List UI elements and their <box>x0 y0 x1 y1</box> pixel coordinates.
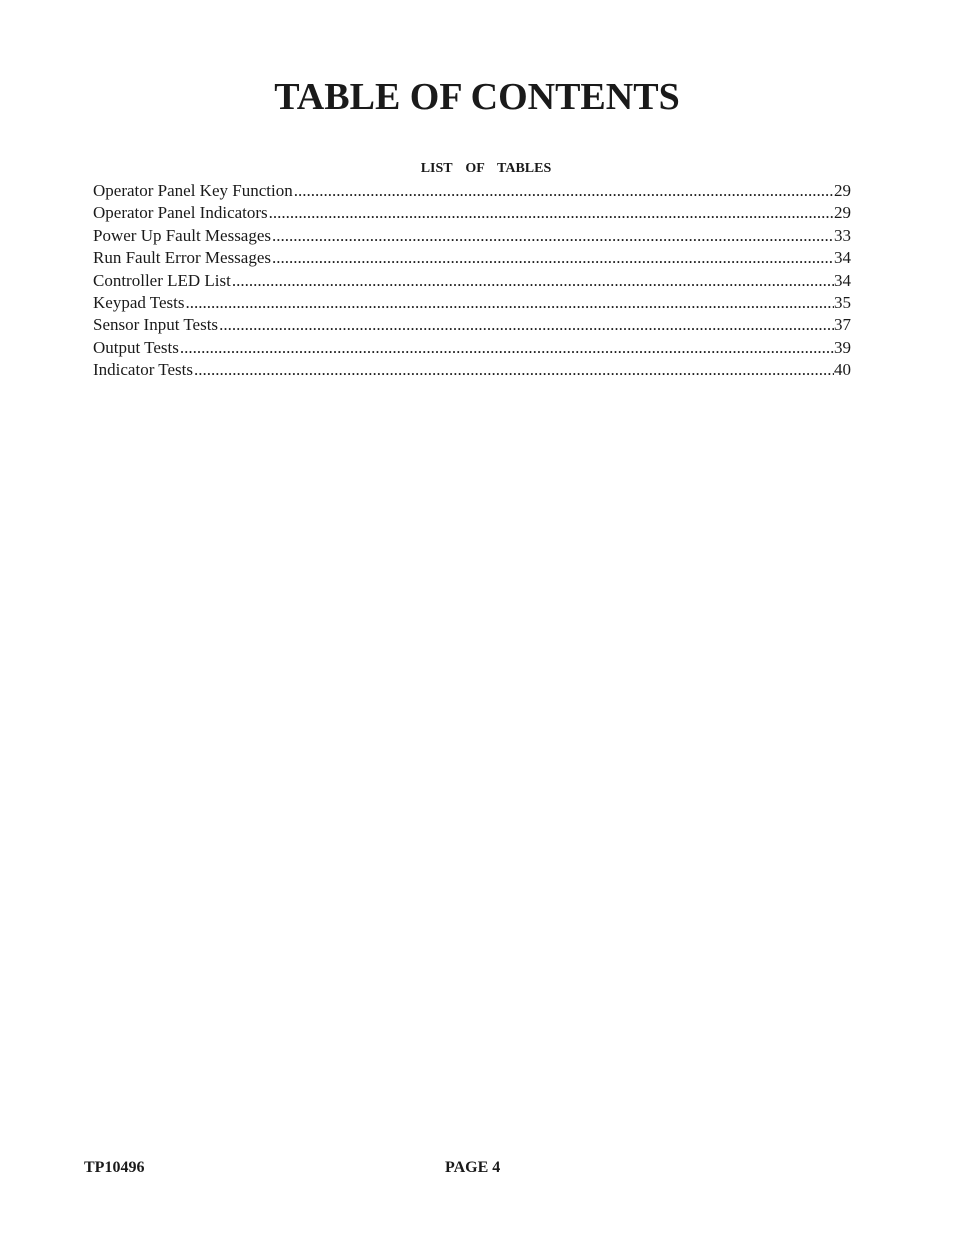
toc-dot-leader <box>294 180 834 202</box>
toc-dot-leader <box>194 359 834 381</box>
toc-entry-label: Operator Panel Indicators <box>93 203 268 223</box>
page-title: TABLE OF CONTENTS <box>274 76 680 118</box>
toc-entry-label: Keypad Tests <box>93 292 185 312</box>
toc-entry-label: Power Up Fault Messages <box>93 225 272 245</box>
toc-entry-page: 37 <box>834 315 851 335</box>
toc-entry-label: Controller LED List <box>93 270 231 290</box>
toc-dot-leader <box>232 270 834 292</box>
toc-entry[interactable] <box>93 314 851 336</box>
toc-entry-page: 33 <box>834 225 851 245</box>
toc-entry-page: 34 <box>834 270 851 290</box>
toc-entry[interactable] <box>93 202 851 224</box>
toc-entry-label: Sensor Input Tests <box>93 315 219 335</box>
footer-document-id: TP10496 <box>84 1159 145 1176</box>
toc-entry-page: 34 <box>834 248 851 268</box>
toc-entry-label: Indicator Tests <box>93 360 193 380</box>
toc-entry[interactable] <box>93 180 851 202</box>
toc-dot-leader <box>219 314 834 336</box>
toc-entry-label: Output Tests <box>93 337 179 357</box>
toc-dot-leader <box>186 292 834 314</box>
toc-entry-page: 40 <box>834 360 851 380</box>
footer-page-number: PAGE 4 <box>445 1159 501 1176</box>
toc-entry[interactable] <box>93 337 851 359</box>
toc-entry-page: 39 <box>834 337 851 357</box>
toc-entry-page: 29 <box>834 203 851 223</box>
toc-entry-page: 29 <box>834 181 851 200</box>
toc-dot-leader <box>272 247 834 269</box>
toc-entry-label: Run Fault Error Messages <box>93 248 272 268</box>
toc-entry[interactable] <box>93 247 851 269</box>
toc-list <box>93 180 851 382</box>
toc-dot-leader <box>180 337 834 359</box>
toc-entry[interactable] <box>93 270 851 292</box>
toc-dot-leader <box>272 225 834 247</box>
toc-entry[interactable] <box>93 292 851 314</box>
section-heading-list-of-tables: LIST OF TABLES <box>420 161 552 176</box>
toc-entry[interactable] <box>93 359 851 381</box>
toc-dot-leader <box>269 202 834 224</box>
toc-entry-label: Operator Panel Key Function <box>93 181 293 200</box>
toc-entry-page: 35 <box>834 292 851 312</box>
toc-entry[interactable] <box>93 225 851 247</box>
